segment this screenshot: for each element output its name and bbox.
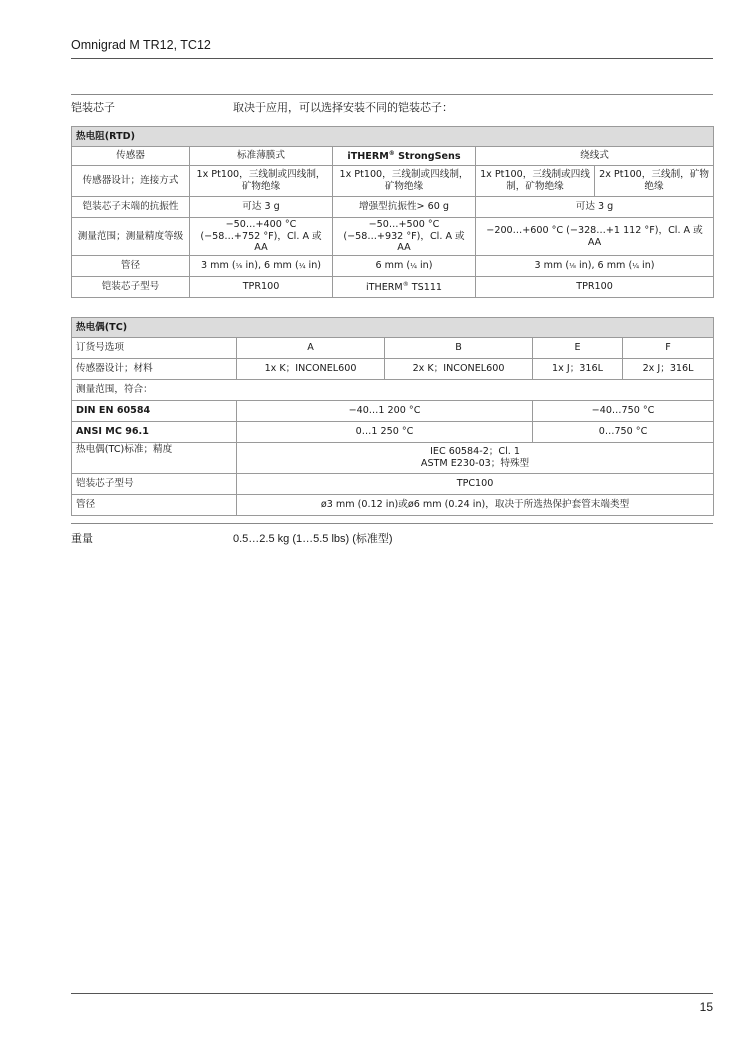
registered-mark: ®: [388, 149, 395, 157]
tc-design-f: 2x J；316L: [623, 359, 714, 380]
tc-ansi-ab: 0…1 250 °C: [237, 422, 533, 443]
section-rule: [71, 94, 713, 95]
document-header-title: Omnigrad M TR12, TC12: [71, 38, 211, 52]
rtd-range-thinfilm-c: −50…+400 °C: [225, 219, 297, 230]
dia-ww-b: in), 6 mm (: [575, 260, 633, 272]
dia-ww-a: 3 mm (: [534, 260, 570, 272]
dia-itherm-b: in): [416, 260, 433, 272]
dia-part-c: in): [305, 260, 322, 272]
tc-design-label: 传感器设计；材料: [72, 359, 237, 380]
tc-std-value: [237, 443, 714, 474]
tc-model-value: TPC100: [237, 474, 714, 495]
tc-din-label: DIN EN 60584: [72, 401, 237, 422]
rtd-design-ww2: 2x Pt100，三线制，矿物绝缘: [595, 166, 714, 197]
dia-ww-fraction-eighth: ⅛: [569, 262, 576, 271]
rtd-range-itherm: [333, 218, 476, 256]
tc-ansi-ef: 0…750 °C: [533, 422, 714, 443]
dia-itherm-a: 6 mm (: [375, 260, 411, 272]
rtd-dia-label: 管径: [72, 256, 190, 277]
weight-label: 重量: [71, 532, 93, 545]
tc-design-a: 1x K；INCONEL600: [237, 359, 385, 380]
rtd-col-itherm: [333, 147, 476, 166]
weight-rule: [71, 523, 713, 524]
rtd-col-thinfilm: 标准薄膜式: [190, 147, 333, 166]
itherm-name: StrongSens: [394, 150, 461, 162]
rtd-range-itherm-f: (−58…+932 °F)，Cl. A 或 AA: [343, 230, 465, 254]
tc-order-label: 订货号选项: [72, 338, 237, 359]
tc-opt-a: A: [237, 338, 385, 359]
rtd-table: [71, 126, 714, 298]
rtd-model-itherm: [333, 277, 476, 298]
rtd-sensor-label: 传感器: [72, 147, 190, 166]
rtd-model-thinfilm: TPR100: [190, 277, 333, 298]
tc-dia-label: 管径: [72, 495, 237, 516]
tc-std-iec: IEC 60584-2；Cl. 1: [430, 446, 520, 458]
rtd-design-ww1: 1x Pt100，三线制或四线制，矿物绝缘: [476, 166, 595, 197]
tc-design-e: 1x J；316L: [533, 359, 623, 380]
rtd-vib-label: 铠装芯子末端的抗振性: [72, 197, 190, 218]
dia-part-b: in), 6 mm (: [242, 260, 299, 272]
rtd-dia-ww: [476, 256, 714, 277]
tc-opt-f: F: [623, 338, 714, 359]
tc-opt-b: B: [385, 338, 533, 359]
rtd-col-wirewound: 绕线式: [476, 147, 714, 166]
model-itherm-brand: iTHERM: [365, 281, 403, 293]
rtd-dia-itherm: [333, 256, 476, 277]
dia-ww-c: in): [639, 260, 655, 272]
rtd-range-thinfilm: [190, 218, 333, 256]
itherm-brand: iTHERM: [347, 150, 389, 162]
rtd-range-label: 测量范围；测量精度等级: [72, 218, 190, 256]
rtd-design-thinfilm: 1x Pt100，三线制或四线制，矿物绝缘: [190, 166, 333, 197]
rtd-design-label: 传感器设计；连接方式: [72, 166, 190, 197]
rtd-vib-itherm: 增强型抗振性> 60 g: [333, 197, 476, 218]
tc-std-label: 热电偶(TC)标准；精度: [72, 443, 237, 474]
dia-fraction-quarter: ¼: [298, 262, 306, 271]
model-itherm-name: TS111: [408, 281, 443, 293]
insert-section-text: 取决于应用，可以选择安装不同的铠装芯子：: [233, 101, 453, 114]
header-rule: [71, 58, 713, 59]
tc-table: [71, 317, 714, 516]
rtd-dia-thinfilm: [190, 256, 333, 277]
rtd-vib-ww: 可达 3 g: [476, 197, 714, 218]
rtd-range-thinfilm-f: (−58…+752 °F)，Cl. A 或 AA: [200, 230, 322, 254]
tc-table-title: 热电偶(TC): [72, 318, 714, 338]
rtd-model-ww: TPR100: [476, 277, 714, 298]
tc-design-b: 2x K；INCONEL600: [385, 359, 533, 380]
rtd-table-title: 热电阻(RTD): [72, 127, 714, 147]
tc-dia-value: ø3 mm (0.12 in)或ø6 mm (0.24 in)，取决于所选热保护套管末端类型: [237, 495, 714, 516]
dia-ww-fraction-quarter: ¼: [632, 262, 639, 271]
rtd-design-itherm: 1x Pt100，三线制或四线制，矿物绝缘: [333, 166, 476, 197]
rtd-range-ww: −200…+600 °C (−328…+1 112 °F)，Cl. A 或 AA: [476, 218, 714, 256]
weight-value: 0.5…2.5 kg (1…5.5 lbs) (标准型): [233, 533, 393, 545]
dia-itherm-fraction: ¼: [410, 262, 417, 271]
tc-std-astm: ASTM E230-03；特殊型: [420, 458, 530, 469]
tc-range-label: 测量范围，符合：: [72, 380, 714, 401]
rtd-range-itherm-c: −50…+500 °C: [368, 219, 440, 230]
dia-fraction-eighth: ⅛: [235, 262, 243, 271]
dia-part-a: 3 mm (: [200, 260, 236, 272]
tc-din-ab: −40…1 200 °C: [237, 401, 533, 422]
tc-ansi-label: ANSI MC 96.1: [72, 422, 237, 443]
tc-opt-e: E: [533, 338, 623, 359]
tc-din-ef: −40…750 °C: [533, 401, 714, 422]
footer-rule: [71, 993, 713, 994]
rtd-vib-thinfilm: 可达 3 g: [190, 197, 333, 218]
page-number: 15: [699, 1000, 713, 1014]
tc-model-label: 铠装芯子型号: [72, 474, 237, 495]
rtd-model-label: 铠装芯子型号: [72, 277, 190, 298]
insert-section-label: 铠装芯子: [71, 101, 115, 114]
model-registered-mark: ®: [402, 280, 409, 288]
